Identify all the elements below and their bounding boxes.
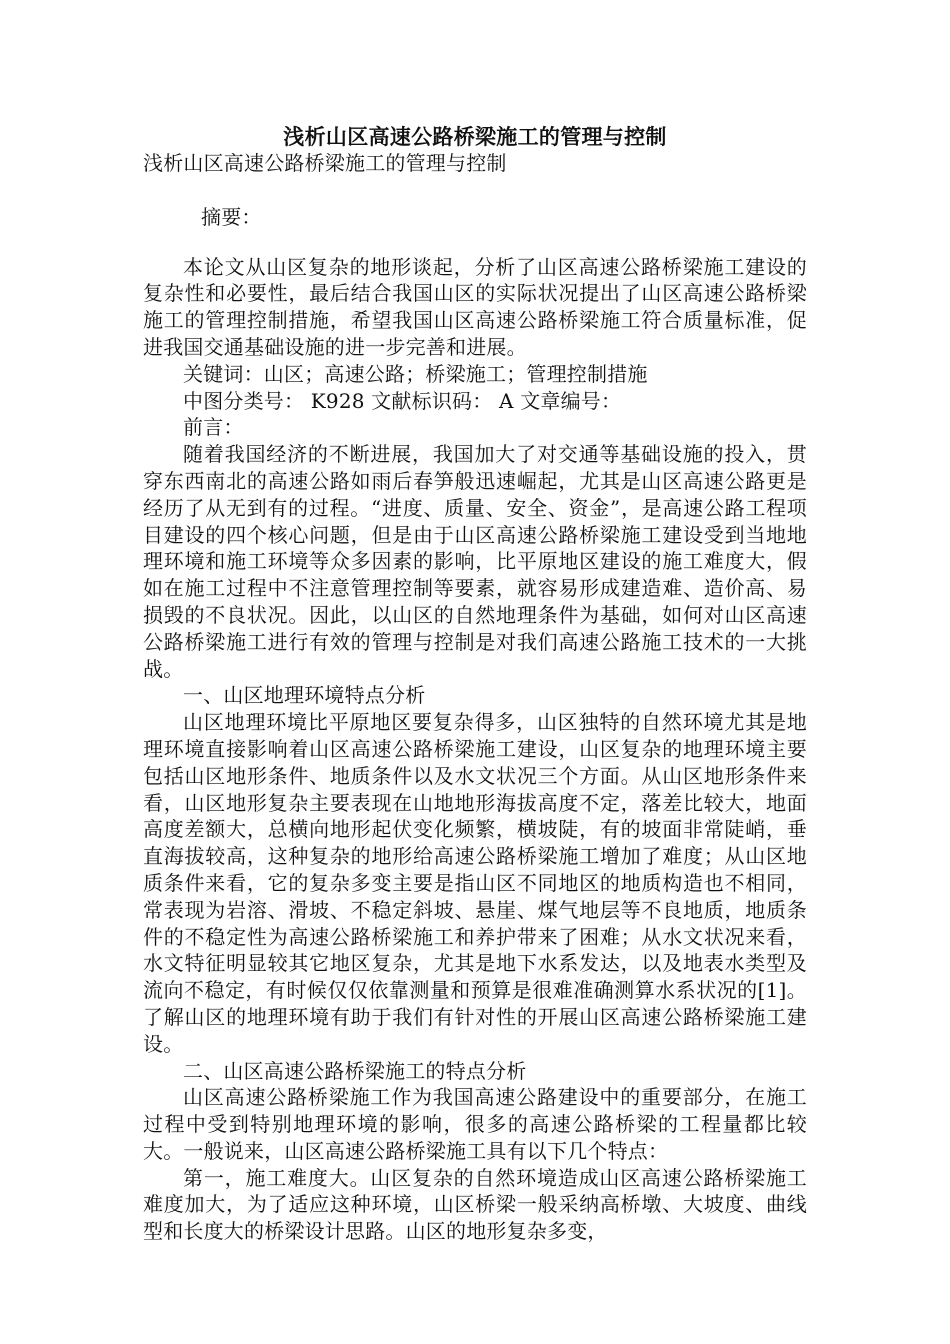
keywords-line: 关键词：山区；高速公路；桥梁施工；管理控制措施: [183, 361, 648, 386]
section-paragraph: 山区高速公路桥梁施工作为我国高速公路建设中的重要部分，在施工过程中受到特别地理环境的影响，很多的高速公路桥梁的工程量都比较大。一般说来，山区高速公路桥梁施工具有以下几个特点：: [143, 1085, 807, 1163]
preface-label: 前言：: [183, 415, 244, 440]
spacer: [143, 177, 807, 204]
spacer: [143, 231, 807, 254]
document-subtitle: 浅析山区高速公路桥梁施工的管理与控制: [143, 151, 507, 175]
section-heading: 一、山区地理环境特点分析: [183, 683, 426, 708]
abstract-label: 摘要：: [201, 204, 262, 229]
document-title: 浅析山区高速公路桥梁施工的管理与控制: [283, 124, 667, 149]
classification-line: 中图分类号： K928 文献标识码： A 文章编号：: [183, 388, 622, 413]
section-paragraph: 山区地理环境比平原地区要复杂得多，山区独特的自然环境尤其是地理环境直接影响着山区高速公路桥梁施工建设，山区复杂的地理环境主要包括山区地形条件、地质条件以及水文状况三个方面。从山区地形条件来看，山区地形复杂主要表现在山地地形海拔高度不定，落差比较大，地面高度差额大，总横向地形起伏变化频繁，横坡陡，有的坡面非常陡峭，垂直海拔较高，这种复杂的地形给高速公路桥梁施工增加了难度；从山区地质条件来看，它的复杂多变主要是指山区不同地区的地质构造也不相同，常表现为岩溶、滑坡、不稳定斜坡、悬崖、煤气地层等不良地质，地质条件的不稳定性为高速公路桥梁施工和养护带来了困难；从水文状况来看，水文特征明显较其它地区复杂，尤其是地下水系发达，以及地表水类型及流向不稳定，有时候仅仅依靠测量和预算是很难准确测算水系状况的[1]。了解山区的地理环境有助于我们有针对性的开展山区高速公路桥梁施工建设。: [143, 710, 807, 1056]
section-heading: 二、山区高速公路桥梁施工的特点分析: [183, 1058, 527, 1083]
preface-paragraph: 随着我国经济的不断进展，我国加大了对交通等基础设施的投入，贯穿东西南北的高速公路如雨后春笋般迅速崛起，尤其是山区高速公路更是经历了从无到有的过程。“进度、质量、安全、资金”，是高速公路工程项目建设的四个核心问题，但是由于山区高速公路桥梁施工建设受到当地地理环境和施工环境等众多因素的影响，比平原地区建设的施工难度大，假如在施工过程中不注意管理控制等要素，就容易形成建造难、造价高、易损毁的不良状况。因此，以山区的自然地理条件为基础，如何对山区高速公路桥梁施工进行有效的管理与控制是对我们高速公路施工技术的一大挑战。: [143, 442, 807, 681]
document-body: [143, 150, 807, 1245]
abstract-paragraph: 本论文从山区复杂的地形谈起，分析了山区高速公路桥梁施工建设的复杂性和必要性，最后结合我国山区的实际状况提出了山区高速公路桥梁施工的管理控制措施，希望我国山区高速公路桥梁施工符合质量标准，促进我国交通基础设施的进一步完善和进展。: [143, 254, 807, 359]
point-paragraph: 第一，施工难度大。山区复杂的自然环境造成山区高速公路桥梁施工难度加大，为了适应这种环境，山区桥梁一般采纳高桥墩、大坡度、曲线型和长度大的桥梁设计思路。山区的地形复杂多变，: [143, 1165, 807, 1244]
